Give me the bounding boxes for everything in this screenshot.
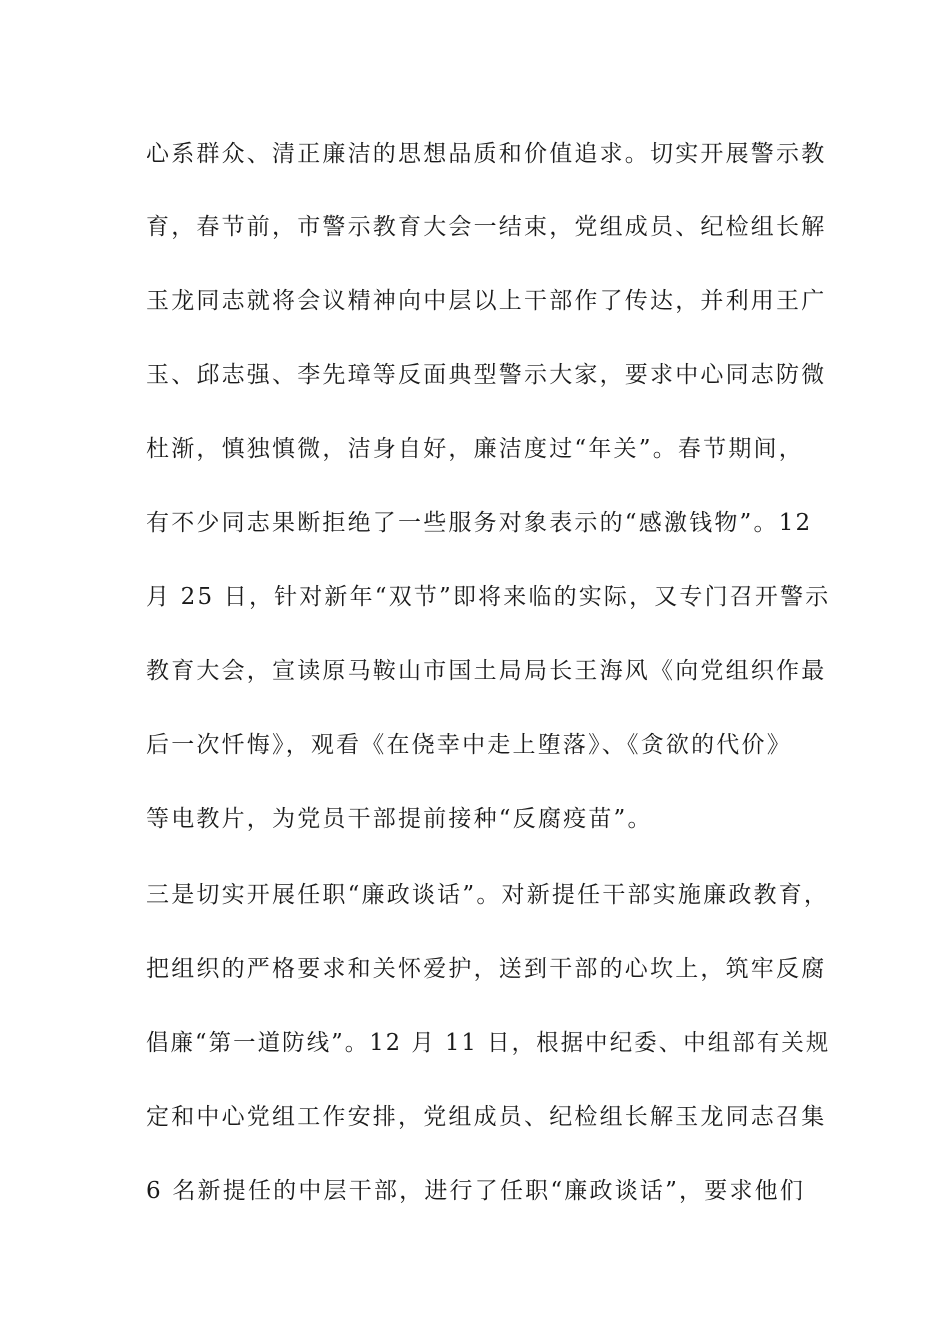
text-line-4: 玉、邱志强、李先璋等反面典型警示大家，要求中心同志防微 [146, 362, 827, 388]
text-line-7: 月 25 日，针对新年“双节”即将来临的实际，又专门召开警示 [146, 584, 831, 610]
text-line-10: 等电教片，为党员干部提前接种“反腐疫苗”。 [146, 806, 653, 832]
text-line-14: 定和中心党组工作安排，党组成员、纪检组长解玉龙同志召集 [146, 1104, 827, 1130]
text-line-11: 三是切实开展任职“廉政谈话”。对新提任干部实施廉政教育， [146, 882, 830, 908]
text-line-3: 玉龙同志就将会议精神向中层以上干部作了传达，并利用王广 [146, 288, 827, 314]
text-line-6: 有不少同志果断拒绝了一些服务对象表示的“感激钱物”。12 [146, 510, 813, 536]
text-line-2: 育，春节前，市警示教育大会一结束，党组成员、纪检组长解 [146, 214, 827, 240]
text-line-1: 心系群众、清正廉洁的思想品质和价值追求。切实开展警示教 [146, 141, 827, 167]
text-line-8: 教育大会，宣读原马鞍山市国土局局长王海风《向党组织作最 [146, 658, 827, 684]
text-line-15: 6 名新提任的中层干部，进行了任职“廉政谈话”，要求他们 [146, 1178, 806, 1204]
text-line-12: 把组织的严格要求和关怀爱护，送到干部的心坎上，筑牢反腐 [146, 956, 827, 982]
text-line-5: 杜渐，慎独慎微，洁身自好，廉洁度过“年关”。春节期间， [146, 436, 804, 462]
text-line-13: 倡廉“第一道防线”。12 月 11 日，根据中纪委、中组部有关规 [146, 1030, 831, 1056]
text-line-9: 后一次忏悔》，观看《在侥幸中走上堕落》、《贪欲的代价》 [146, 732, 792, 758]
